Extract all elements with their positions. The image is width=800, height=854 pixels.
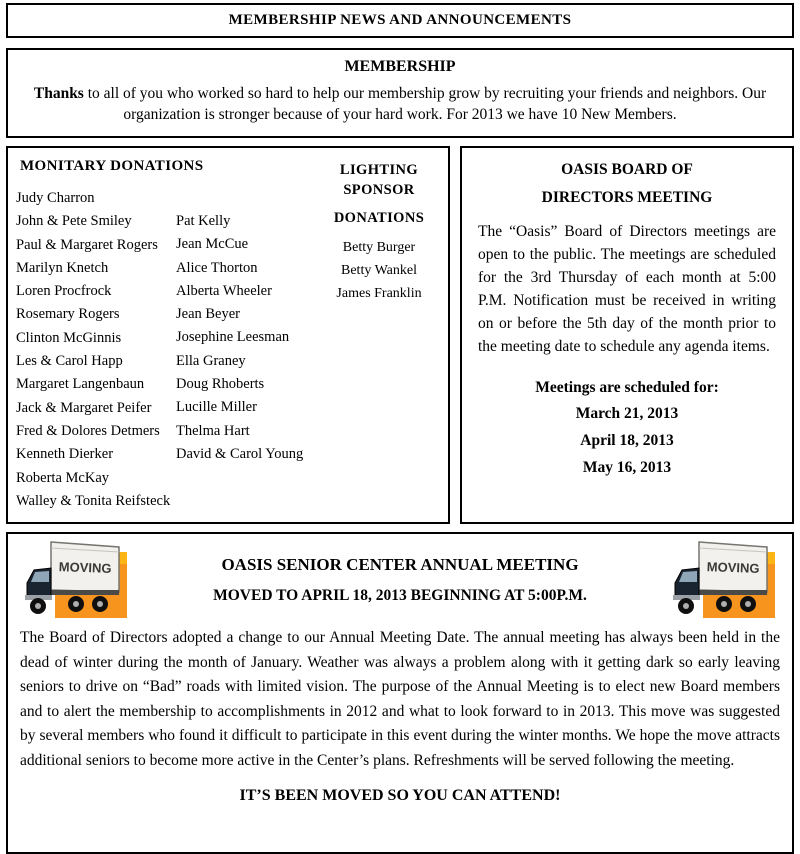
annual-meeting-title: OASIS SENIOR CENTER ANNUAL MEETING <box>221 555 579 574</box>
donor-name: Lucille Miller <box>176 399 257 416</box>
board-heading-line-1: OASIS BOARD OF <box>561 161 693 178</box>
donor-name: Alberta Wheeler <box>176 282 272 299</box>
monetary-donations-section <box>6 146 450 524</box>
monetary-donations-columns <box>16 158 318 512</box>
middle-row <box>6 146 794 524</box>
donor-name: Kenneth Dierker <box>16 446 114 463</box>
membership-thanks-word: Thanks <box>33 85 84 102</box>
membership-body-text: to all of you who worked so hard to help our membership grow by recruiting your friends and neighbors. Our organization is stronger because of your hard work. For 2013 we have 10 New Members. <box>83 85 767 123</box>
lighting-donor-name: Betty Burger <box>342 240 416 255</box>
moving-truck-icon <box>668 538 780 622</box>
schedule-heading: Meetings are scheduled for: <box>535 379 719 396</box>
donor-name: Doug Rhoberts <box>176 376 265 393</box>
lighting-sponsor-column <box>318 158 440 512</box>
meeting-date: March 21, 2013 <box>575 405 679 422</box>
annual-meeting-header <box>20 538 780 622</box>
donor-name: Jean McCue <box>176 236 249 253</box>
donor-column-2 <box>176 187 318 513</box>
annual-meeting-paragraph: The Board of Directors adopted a change to our Annual Meeting Date. The annual meeting has always been held in the dead of winter during the month of January. Weather was always a problem along with it getting dark so early leaving seniors to drive on “Bad” roads with limited vision. The purpose of the Annual Meeting is to elect new Board members and to alert the membership to accomplishments in 2012 and what to look forward to in 2013. This move was suggested by several members who found it difficult to participate in this event during the winter months. We hope the move attracts additional seniors to become more active in the Center’s plans. Refreshments will be served following the meeting. <box>20 629 780 769</box>
page-header <box>6 3 794 38</box>
donor-name: Thelma Hart <box>176 422 250 439</box>
donor-name: Walley & Tonita Reifsteck <box>16 492 171 509</box>
donor-name: Loren Procfrock <box>16 283 112 300</box>
donor-name: Paul & Margaret Rogers <box>16 236 158 253</box>
membership-section <box>6 48 794 138</box>
lighting-donor-name: Betty Wankel <box>341 263 417 278</box>
donor-name: Judy Charron <box>16 190 95 206</box>
lighting-heading-line-1: LIGHTING <box>339 162 419 178</box>
donor-name: Margaret Langenbaun <box>16 376 145 393</box>
donor-name: David & Carol Young <box>176 445 304 462</box>
donor-name: Josephine Leesman <box>176 329 290 346</box>
donor-column-1 <box>16 187 176 513</box>
donor-name: Alice Thorton <box>176 259 258 276</box>
donor-name: Jean Beyer <box>176 306 241 323</box>
donor-name: Clinton McGinnis <box>16 329 122 346</box>
lighting-donor-name: James Franklin <box>336 286 422 301</box>
donor-name: Pat Kelly <box>176 213 231 229</box>
annual-meeting-titles <box>132 555 668 605</box>
truck-moving-label: MOVING <box>706 559 760 576</box>
lighting-donor-list <box>318 236 440 305</box>
membership-heading: MEMBERSHIP <box>344 58 456 75</box>
membership-paragraph <box>20 83 780 125</box>
truck-moving-label: MOVING <box>58 559 112 576</box>
donor-name: Fred & Dolores Detmers <box>16 422 160 439</box>
lighting-heading-line-2: SPONSOR <box>343 182 415 198</box>
donor-name: Roberta McKay <box>16 469 110 486</box>
annual-meeting-subtitle: MOVED TO APRIL 18, 2013 BEGINNING AT 5:00P.M. <box>213 587 587 604</box>
donor-name: Marilyn Knetch <box>16 259 109 276</box>
board-heading-line-2: DIRECTORS MEETING <box>541 189 713 206</box>
meeting-date-list <box>478 400 776 481</box>
donor-name: John & Pete Smiley <box>16 213 132 230</box>
annual-meeting-footer: IT’S BEEN MOVED SO YOU CAN ATTEND! <box>239 787 561 804</box>
board-paragraph: The “Oasis” Board of Directors meetings are open to the public. The meetings are scheduled for the 3rd Thursday of each month at 5:00 P.M. Notification must be received in writing on or before the 5th day of the month prior to the meeting date to schedule any agenda items. <box>478 223 776 355</box>
meeting-date: April 18, 2013 <box>580 432 674 449</box>
monetary-donations-heading: MONITARY DONATIONS <box>20 158 204 174</box>
donor-name: Ella Graney <box>176 352 246 369</box>
page-title: MEMBERSHIP NEWS AND ANNOUNCEMENTS <box>228 12 572 28</box>
board-meeting-section <box>460 146 794 524</box>
moving-truck-icon <box>20 538 132 622</box>
lighting-heading-line-3: DONATIONS <box>333 210 425 226</box>
meeting-date: May 16, 2013 <box>582 459 672 476</box>
annual-meeting-section <box>6 532 794 854</box>
donor-name: Jack & Margaret Peifer <box>16 399 152 416</box>
donor-name: Les & Carol Happ <box>16 353 123 370</box>
donor-name: Rosemary Rogers <box>16 306 120 323</box>
